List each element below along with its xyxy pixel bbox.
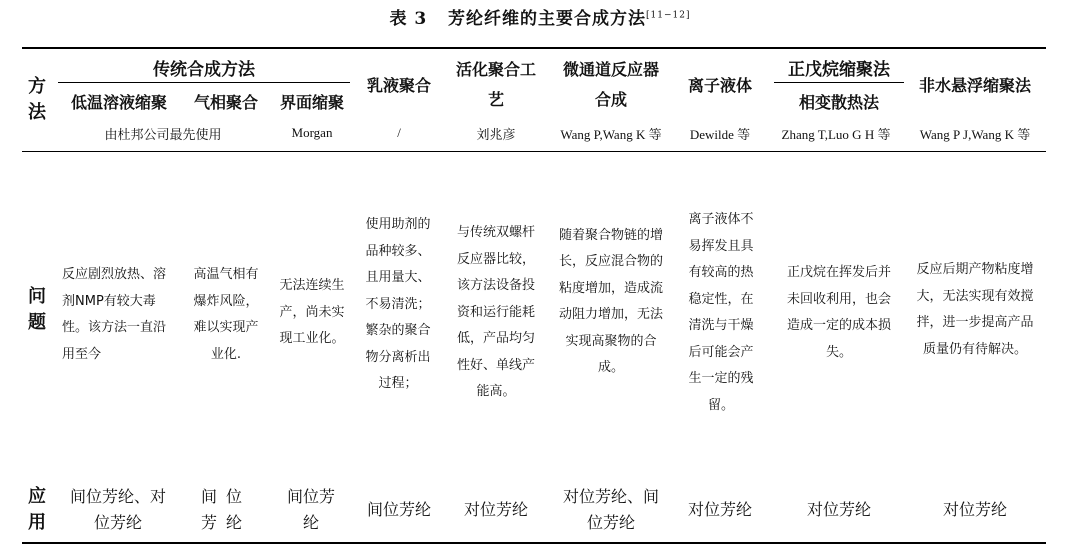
table-caption-ref: [11−12] [646, 10, 691, 21]
application-nonaqueous: 对位芳纶 [942, 500, 1007, 519]
header-rule [22, 151, 1046, 152]
source-activated: 刘兆彦 [476, 127, 516, 143]
col-header-ionic-liquid: 离子液体 [687, 75, 752, 95]
source-emulsion: / [397, 125, 401, 140]
application-phase-change: 对位芳纶 [806, 500, 871, 519]
group-header-cyclopentane: 正戊烷缩聚法 [788, 59, 890, 80]
col-header-gas-phase: 气相聚合 [193, 92, 258, 112]
col-header-emulsion: 乳液聚合 [366, 75, 431, 95]
col-header-phase-change: 相变散热法 [798, 92, 879, 112]
problem-interfacial: 无法连续生产，尚未实现工业化。 [279, 278, 345, 347]
col-header-activated: 活化聚合工艺 [455, 60, 536, 109]
top-rule [22, 47, 1046, 49]
problem-activated: 与传统双螺杆反应器比较，该方法设备投资和运行能耗低，产品均匀性好、单线产能高。 [456, 225, 535, 400]
source-microchannel: Wang P,Wang K 等 [560, 126, 662, 142]
col-header-low-temp: 低温溶液缩聚 [70, 92, 167, 112]
col-header-interfacial: 界面缩聚 [279, 92, 344, 112]
bottom-rule [22, 542, 1046, 544]
problem-low-temp: 反应剧烈放热、溶剂NMP有较大毒性。该方法一直沿用至今 [62, 267, 167, 362]
problem-emulsion: 使用助剂的品种较多、且用量大、不易清洗；繁杂的聚合物分离析出过程； [365, 217, 431, 392]
col-header-microchannel: 微通道反应器合成 [562, 60, 659, 109]
source-ionic-liquid: Dewilde 等 [689, 126, 751, 142]
application-low-temp: 间位芳纶、对位芳纶 [69, 487, 166, 532]
group-rule-traditional [58, 82, 350, 83]
problem-phase-change: 正戊烷在挥发后并未回收利用，也会造成一定的成本损失。 [786, 265, 891, 360]
problem-microchannel: 随着聚合物链的增长，反应混合物的粘度增加，造成流动阻力增加，无法实现高聚物的合成。 [558, 227, 663, 375]
application-ionic-liquid: 对位芳纶 [687, 500, 752, 519]
problem-gas-phase: 高温气相有爆炸风险，难以实现产业化. [193, 267, 259, 362]
table-caption [0, 4, 1080, 29]
col-header-nonaqueous: 非水悬浮缩聚法 [918, 75, 1031, 95]
group-rule-cyclopentane [774, 82, 904, 83]
application-gas-phase: 间位芳纶 [200, 487, 251, 532]
problem-nonaqueous: 反应后期产物粘度增大，无法实现有效搅拌，进一步提高产品质量仍有待解决。 [916, 262, 1034, 357]
group-header-traditional: 传统合成方法 [153, 59, 255, 80]
table-caption-text: 芳纶纤维的主要合成方法 [448, 9, 647, 29]
application-microchannel: 对位芳纶、间位芳纶 [562, 487, 659, 532]
table-caption-label: 表 3 [389, 9, 428, 29]
row-label-application: 应用 [28, 486, 46, 533]
application-interfacial: 间位芳纶 [286, 487, 335, 532]
problem-ionic-liquid: 离子液体不易挥发且具有较高的热稳定性，在清洗与干燥后可能会产生一定的残留。 [688, 212, 754, 413]
source-nonaqueous: Wang P J,Wang K 等 [919, 126, 1031, 142]
source-interfacial: Morgan [291, 125, 333, 140]
source-low-temp-gas: 由杜邦公司最先使用 [104, 127, 222, 143]
application-emulsion: 间位芳纶 [366, 500, 431, 519]
row-label-problem: 问题 [28, 286, 46, 333]
row-label-method: 方法 [28, 76, 46, 123]
application-activated: 对位芳纶 [463, 500, 528, 519]
source-phase-change: Zhang T,Luo G H 等 [781, 126, 891, 142]
